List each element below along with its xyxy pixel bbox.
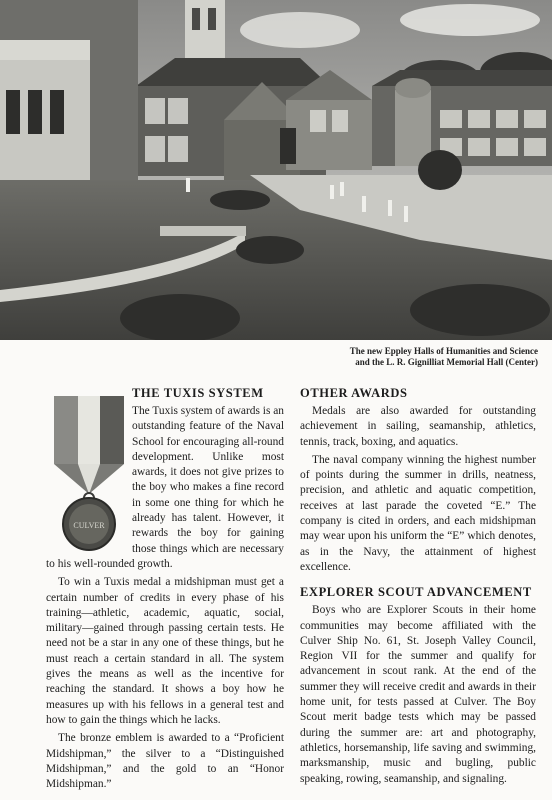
tuxis-paragraph-1: The Tuxis system of awards is an outstanding feature of the Naval School for encouraging all-round development. Unlike most awards, it does not give prizes to the boy who makes a fine record in some one thing for which he already has talent. However, it rewards the boy for gaining those things which are necessary to his well-rounded growth.	[46, 405, 284, 570]
other-awards-paragraph-2: The naval company winning the highest number of points during the summer in drills, neatness, precision, and athletic and aquatic competition, receives at last parade the coveted “E.” The company is cited in orders, and each midshipman may wear upon his uniform the “E” which denotes, as in the Navy, the attainment of highest excellence.	[300, 453, 536, 573]
explorer-paragraph-1: Boys who are Explorer Scouts in their home communities may become affiliated with the Culver Ship No. 61, St. Joseph Valley Council, Region VII for the summer and qualify for advancement in scout rank. At the end of the summer they will receive credit and awards in their home unit, for tests passed at Culver. The Boy Scout merit badge tests which may be passed during the summer are: art and photography, athletics, horsemanship, life saving and swimming, marksmanship, music and bugling, public speaking, rowing, seamanship, and signaling.	[300, 604, 536, 785]
tuxis-paragraph-3: The bronze emblem is awarded to a “Proficient Midshipman,” the silver to a “Distinguished Midshipman,” and the gold to an “Honor Midshipman.”	[46, 732, 284, 791]
other-awards-heading: OTHER AWARDS	[300, 386, 408, 400]
photo-caption	[218, 346, 538, 368]
caption-line-1: The new Eppley Halls of Humanities and Science	[349, 346, 538, 356]
tuxis-paragraph-2: To win a Tuxis medal a midshipman must get a certain number of credits in every phase of his training—athletic, academic, aquatic, social, military—gained through passing certain tests. He need not be a star in any one of these things, but he must reach a certain standard in all. The system gives the means as well as the incentive for reaching the standard. It shows a boy how he measures up with his fellows in a general test and how to gain the things which he lacks.	[46, 576, 284, 726]
explorer-heading: EXPLORER SCOUT ADVANCEMENT	[300, 585, 532, 600]
left-column	[46, 386, 284, 792]
right-column	[300, 386, 536, 787]
tuxis-heading: THE TUXIS SYSTEM	[132, 386, 264, 400]
other-awards-paragraph-1: Medals are also awarded for outstanding achievement in sailing, seamanship, athletics, tennis, track, boxing, and aquatics.	[300, 405, 536, 448]
caption-line-2: and the L. R. Gignilliat Memorial Hall (Center)	[355, 357, 538, 367]
campus-photo	[0, 0, 552, 340]
medal-inscription: CULVER	[73, 521, 105, 530]
